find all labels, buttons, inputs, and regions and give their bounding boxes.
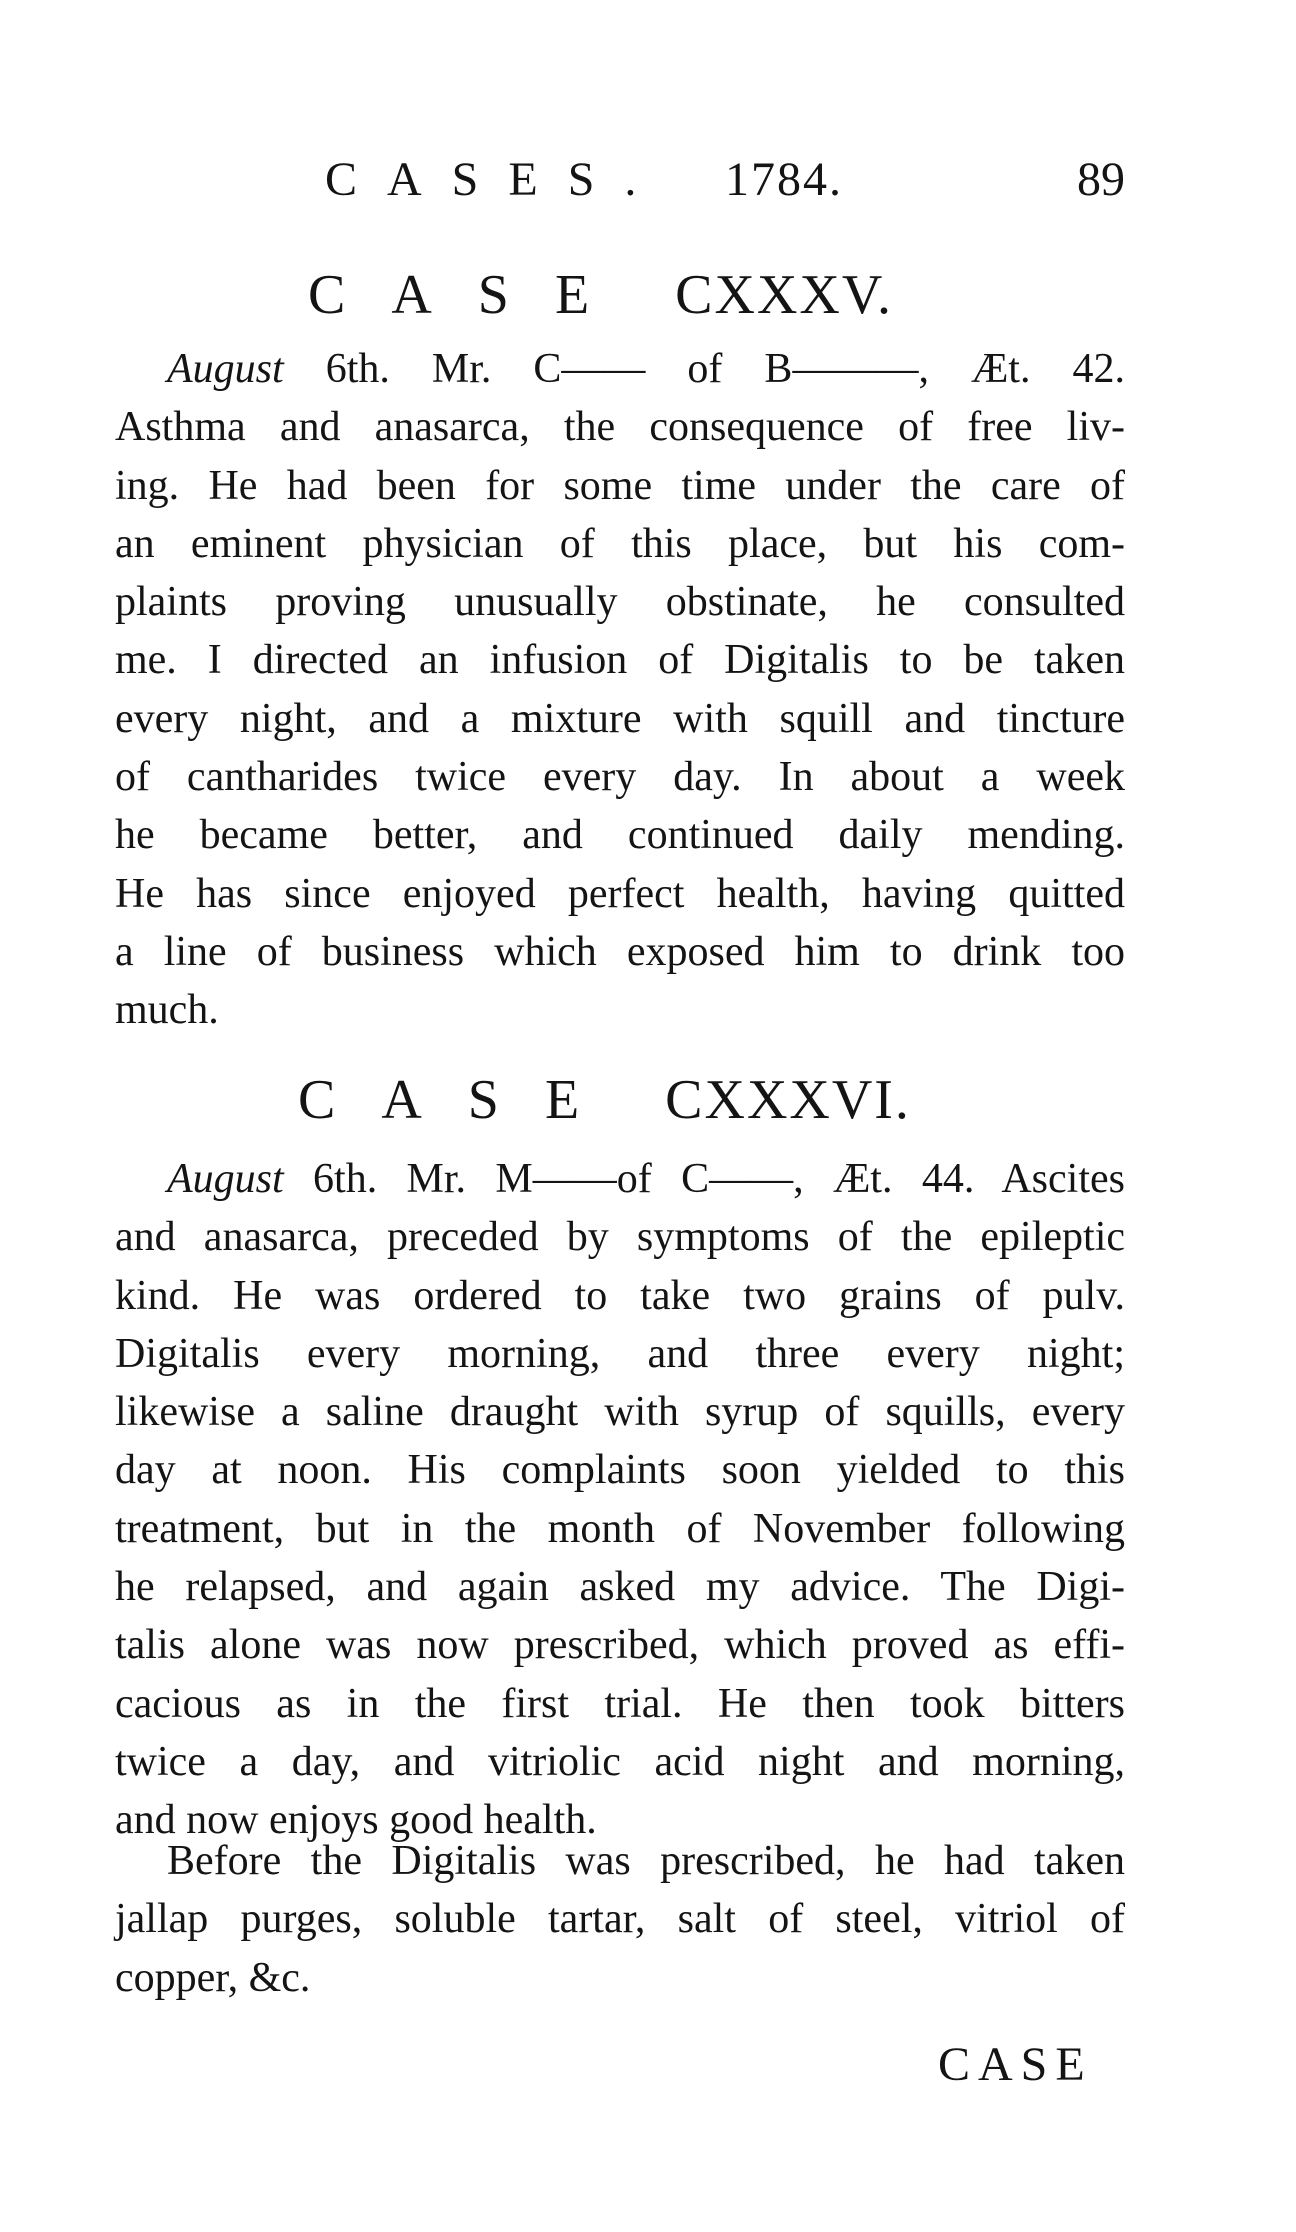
case-cxxxvi-text xyxy=(115,1150,1125,1850)
catchword: CASE xyxy=(938,2038,1093,2091)
case-heading-cxxxv xyxy=(308,260,893,330)
text-line: every night, and a mixture with squill and tincture xyxy=(115,695,1125,742)
case-cxxxvi-note xyxy=(115,1832,1125,2007)
running-head-title: CASES. xyxy=(325,153,667,206)
text-line: and now enjoys good health. xyxy=(115,1797,597,1844)
text-line: of cantharides twice every day. In about a week xyxy=(115,754,1125,801)
case-heading-number: CXXXVI. xyxy=(665,1069,911,1131)
text-line: copper, &c. xyxy=(115,1954,311,2001)
page-number: 89 xyxy=(1077,153,1125,206)
text-line: he relapsed, and again asked my advice. The Digi- xyxy=(115,1564,1125,1611)
case-heading-word: CASE xyxy=(308,264,636,326)
case-heading-number: CXXXV. xyxy=(675,264,894,326)
text-line: August 6th. Mr. C—— of B———, Æt. 42. xyxy=(167,346,1125,392)
text-line: and anasarca, preceded by symptoms of the epileptic xyxy=(115,1214,1125,1261)
text-line: He has since enjoyed perfect health, having quitted xyxy=(115,870,1125,917)
case-cxxxv-text xyxy=(115,340,1125,1040)
text-line: jallap purges, soluble tartar, salt of steel, vitriol of xyxy=(115,1896,1125,1943)
text-line: August 6th. Mr. M——of C——, Æt. 44. Ascites xyxy=(167,1156,1125,1202)
text-line: me. I directed an infusion of Digitalis to be taken xyxy=(115,637,1125,684)
text-line: kind. He was ordered to take two grains of pulv. xyxy=(115,1272,1125,1319)
case-heading-word: CASE xyxy=(298,1069,626,1131)
text-line: much. xyxy=(115,987,219,1034)
text-line: Digitalis every morning, and three every night; xyxy=(115,1330,1125,1377)
text-line: a line of business which exposed him to drink too xyxy=(115,928,1125,975)
text-line: plaints proving unusually obstinate, he consulted xyxy=(115,579,1125,626)
text-line: twice a day, and vitriolic acid night and morning, xyxy=(115,1738,1125,1785)
date-month: August xyxy=(167,346,284,392)
running-head-year: 1784. xyxy=(725,153,843,206)
text-line: ing. He had been for some time under the care of xyxy=(115,462,1125,509)
text-line: likewise a saline draught with syrup of squills, every xyxy=(115,1389,1125,1436)
text-line: Asthma and anasarca, the consequence of free liv- xyxy=(115,404,1125,451)
text-line: treatment, but in the month of November following xyxy=(115,1505,1125,1552)
text-line: Before the Digitalis was prescribed, he had taken xyxy=(167,1838,1125,1884)
running-head xyxy=(325,150,1125,210)
text-line: an eminent physician of this place, but his com- xyxy=(115,520,1125,567)
text-line: he became better, and continued daily mending. xyxy=(115,812,1125,859)
case-heading-cxxxvi xyxy=(298,1065,911,1135)
text-line: cacious as in the first trial. He then took bitters xyxy=(115,1680,1125,1727)
text-line: talis alone was now prescribed, which proved as effi- xyxy=(115,1622,1125,1669)
date-month: August xyxy=(167,1156,284,1202)
text-line: day at noon. His complaints soon yielded to this xyxy=(115,1447,1125,1494)
